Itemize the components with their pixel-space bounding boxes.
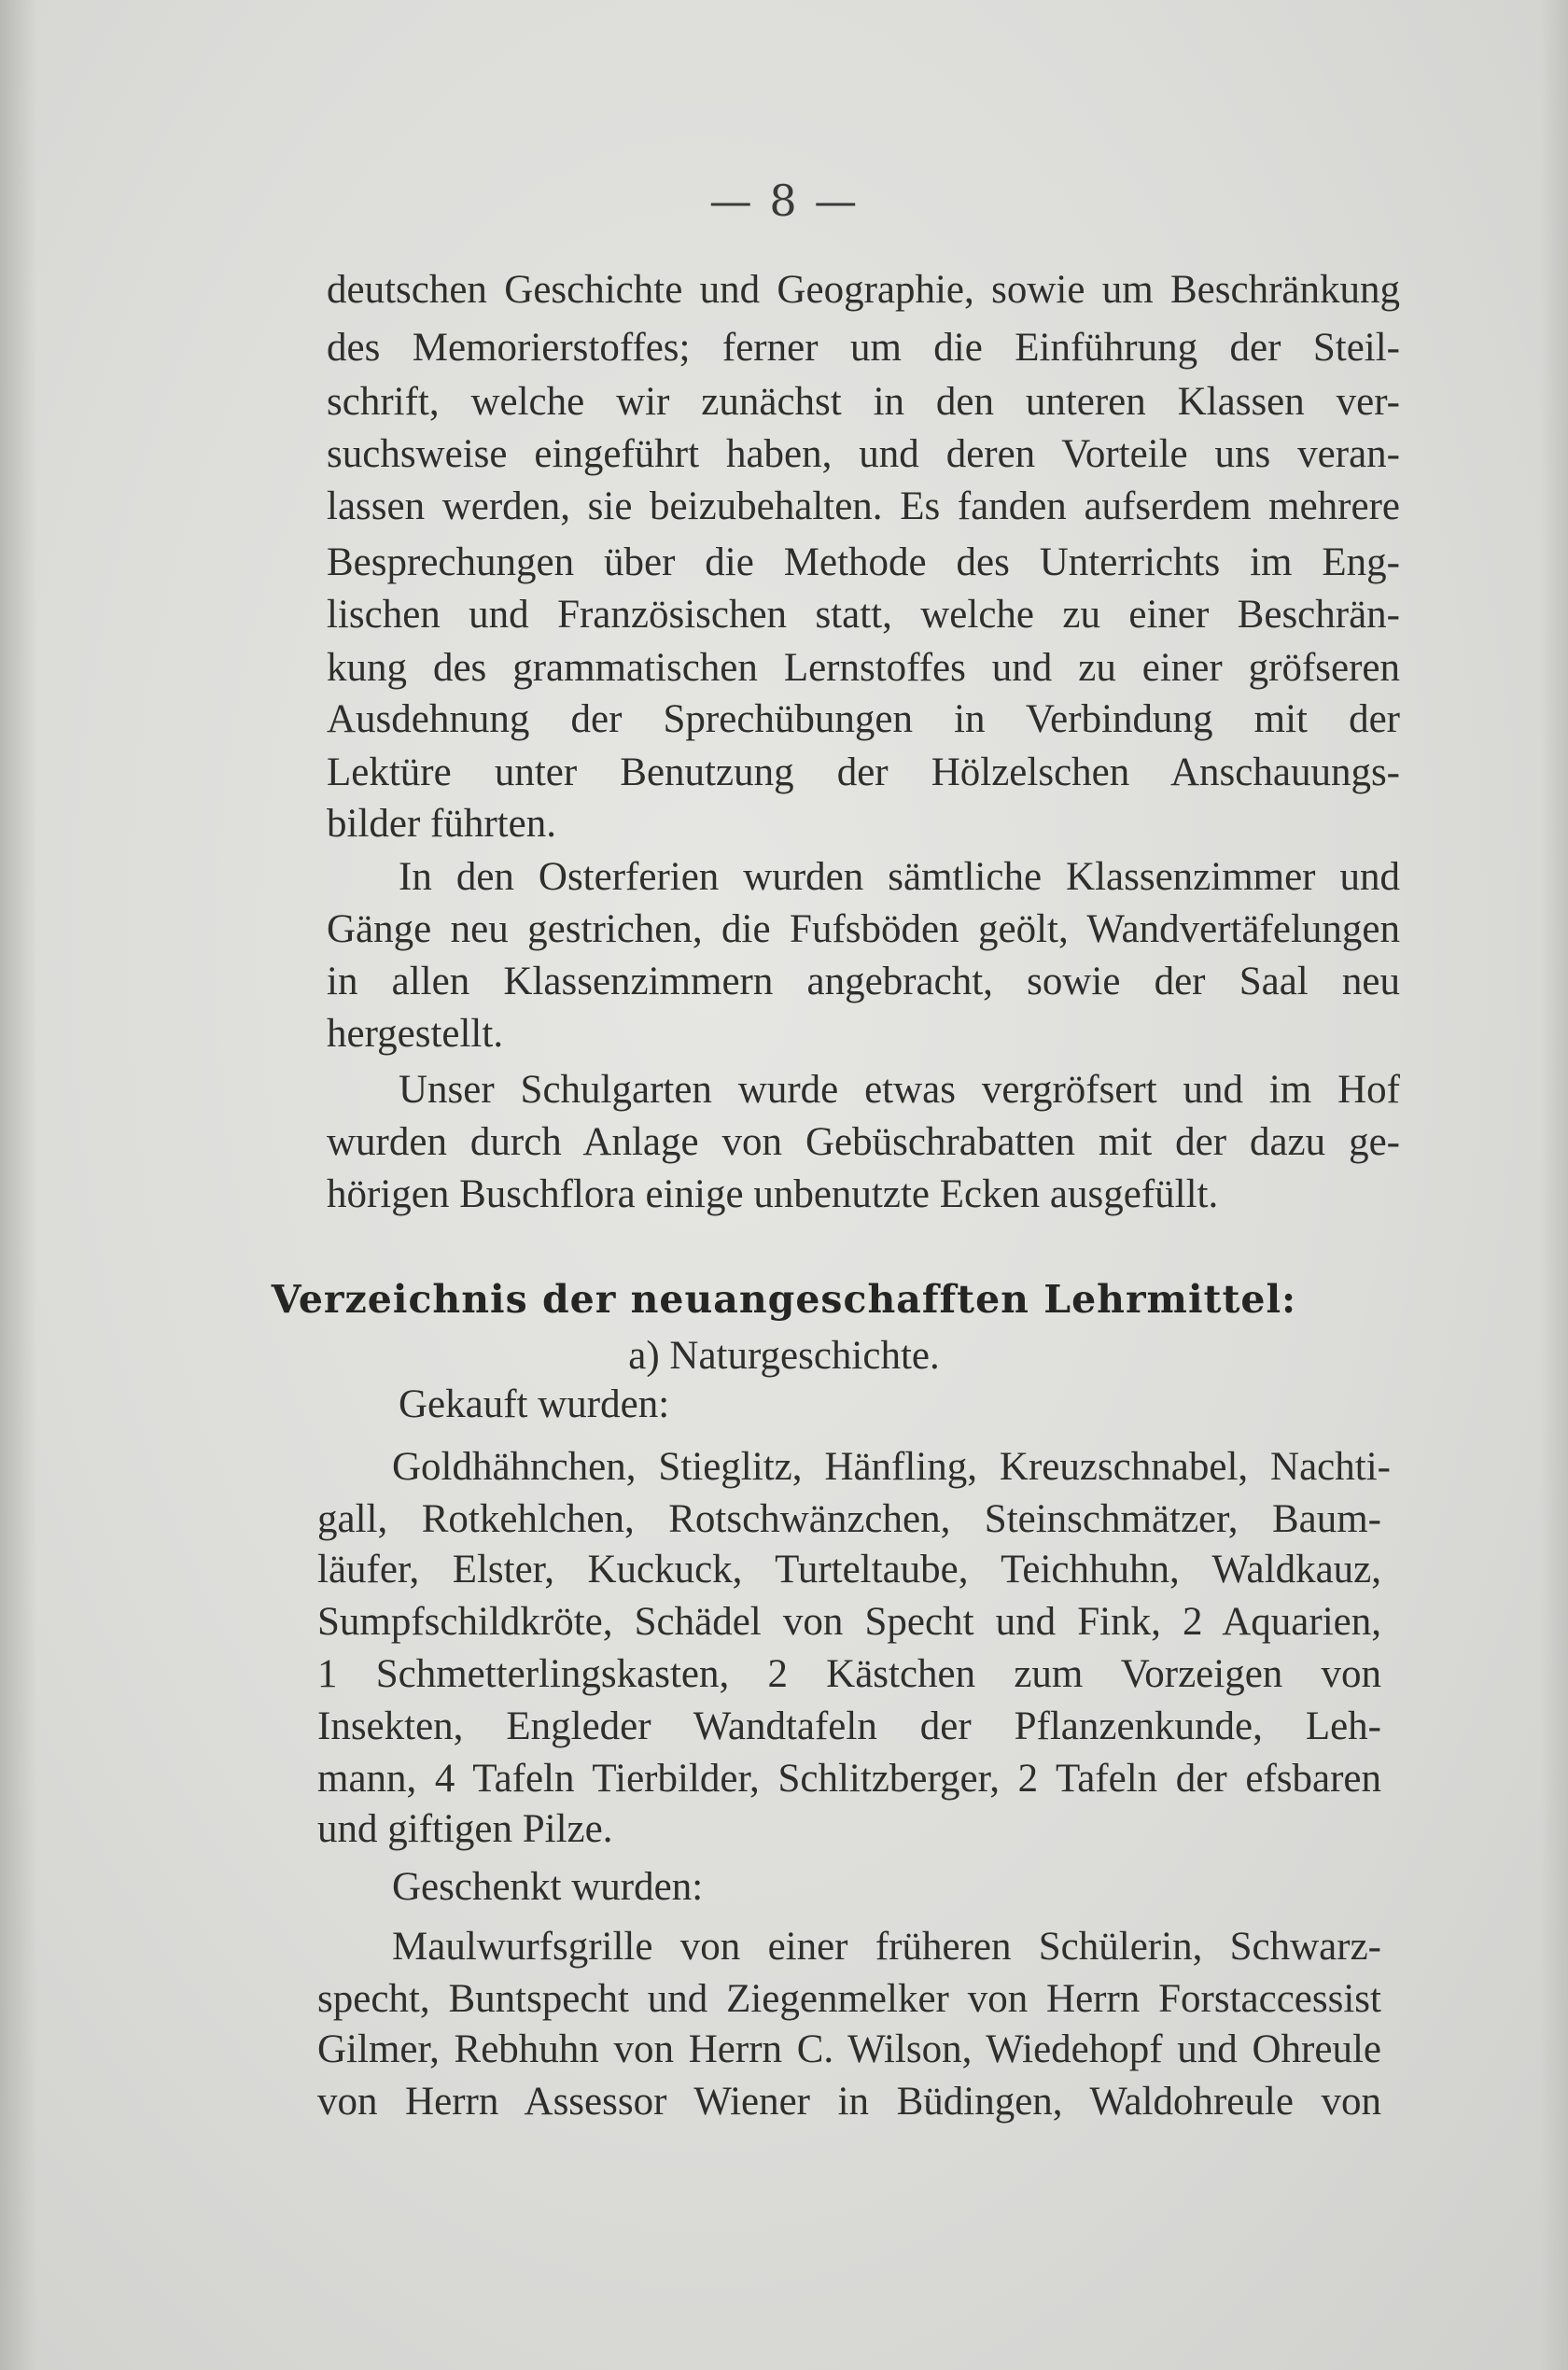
geschenkt-label: Geschenkt wurden: xyxy=(392,1865,704,1909)
text-line: und giftigen Pilze. xyxy=(317,1807,613,1851)
text-line: Lektüre unter Benutzung der Hölzelschen Anschauungs- xyxy=(327,750,1400,794)
text-line: Gänge neu gestrichen, die Fufsböden geölt, Wandvertäfelungen xyxy=(327,907,1400,951)
text-line: lischen und Französischen statt, welche zu einer Beschrän- xyxy=(327,593,1400,637)
text-line: deutschen Geschichte und Geographie, sowie um Beschränkung xyxy=(327,268,1400,312)
text-line: lassen werden, sie beizubehalten. Es fanden aufserdem mehrere xyxy=(327,484,1400,528)
text-line: hergestellt. xyxy=(327,1012,504,1056)
text-line: Gilmer, Rebhuhn von Herrn C. Wilson, Wiedehopf und Ohreule xyxy=(317,2027,1381,2071)
text-line: von Herrn Assessor Wiener in Büdingen, Waldohreule von xyxy=(317,2080,1381,2124)
text-line: 1 Schmetterlingskasten, 2 Kästchen zum Vorzeigen von xyxy=(317,1652,1381,1696)
text-line: des Memorierstoffes; ferner um die Einführung der Steil- xyxy=(327,326,1400,370)
text-line: In den Osterferien wurden sämtliche Klassenzimmer und xyxy=(399,855,1400,899)
text-line: Sumpfschildkröte, Schädel von Specht und Fink, 2 Aquarien, xyxy=(317,1600,1381,1644)
text-line: in allen Klassenzimmern angebracht, sowie der Saal neu xyxy=(327,960,1400,1003)
gekauft-label: Gekauft wurden: xyxy=(399,1382,670,1426)
page-number: — 8 — xyxy=(708,175,860,226)
text-line: bilder führten. xyxy=(327,802,556,846)
text-line: hörigen Buschflora einige unbenutzte Ecken ausgefüllt. xyxy=(327,1172,1219,1216)
section-heading: Verzeichnis der neuangeschafften Lehrmittel: xyxy=(271,1277,1297,1322)
text-line: Goldhähnchen, Stieglitz, Hänfling, Kreuzschnabel, Nachti- xyxy=(392,1445,1391,1489)
text-line: schrift, welche wir zunächst in den unteren Klassen ver- xyxy=(327,380,1400,424)
text-line: läufer, Elster, Kuckuck, Turteltaube, Teichhuhn, Waldkauz, xyxy=(317,1548,1381,1592)
text-line: Insekten, Engleder Wandtafeln der Pflanzenkunde, Leh- xyxy=(317,1704,1381,1748)
right-edge-shadow xyxy=(1540,0,1568,2370)
subsection-heading: a) Naturgeschichte. xyxy=(628,1334,940,1378)
text-line: Besprechungen über die Methode des Unterrichts im Eng- xyxy=(327,540,1400,584)
text-line: Maulwurfsgrille von einer früheren Schülerin, Schwarz- xyxy=(392,1925,1381,1969)
text-line: specht, Buntspecht und Ziegenmelker von Herrn Forstaccessist xyxy=(317,1977,1381,2021)
text-line: suchsweise eingeführt haben, und deren Vorteile uns veran- xyxy=(327,432,1400,476)
text-line: wurden durch Anlage von Gebüschrabatten mit der dazu ge- xyxy=(327,1120,1400,1164)
left-edge-shadow xyxy=(0,0,37,2370)
text-line: gall, Rotkehlchen, Rotschwänzchen, Steinschmätzer, Baum- xyxy=(317,1497,1381,1541)
text-line: Unser Schulgarten wurde etwas vergröfsert und im Hof xyxy=(399,1068,1400,1112)
text-line: mann, 4 Tafeln Tierbilder, Schlitzberger, 2 Tafeln der efsbaren xyxy=(317,1757,1381,1801)
text-line: Ausdehnung der Sprechübungen in Verbindung mit der xyxy=(327,697,1400,741)
text-line: kung des grammatischen Lernstoffes und zu einer gröfseren xyxy=(327,646,1400,690)
